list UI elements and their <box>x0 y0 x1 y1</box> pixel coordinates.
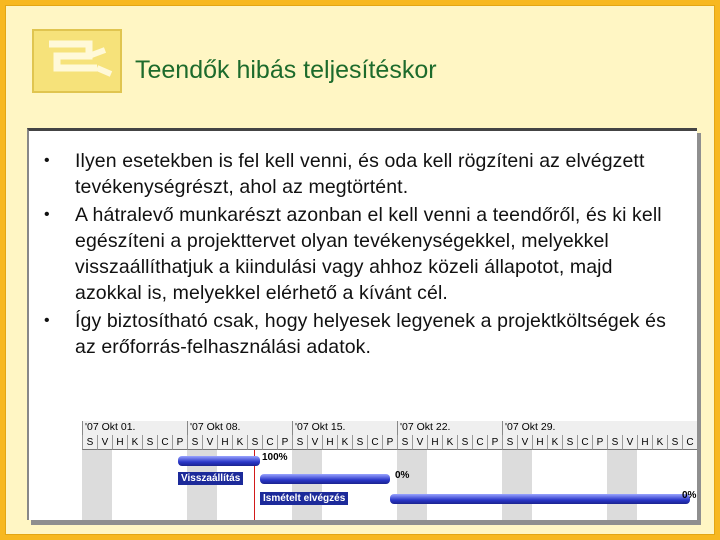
weekend-shade <box>82 450 97 520</box>
weekend-shade <box>412 450 427 520</box>
day-letter: V <box>202 435 217 450</box>
task-percent: 0% <box>682 490 697 501</box>
day-letter: S <box>397 435 412 450</box>
day-letter: S <box>502 435 517 450</box>
day-letter: H <box>112 435 127 450</box>
task-bar-redo <box>390 494 690 504</box>
day-letter: C <box>577 435 592 450</box>
day-letter: V <box>517 435 532 450</box>
weekend-shade <box>517 450 532 520</box>
task-label: Ismételt elvégzés <box>260 492 348 505</box>
bullet-text: Így biztosítható csak, hogy helyesek legyenek a projektköltségek és az erőforrás-felhasználási adatok. <box>75 310 666 358</box>
day-letter: K <box>127 435 142 450</box>
task-bar-restore <box>260 474 390 484</box>
bullet-item <box>29 148 697 200</box>
bullet-dot: • <box>44 152 50 169</box>
week-label: '07 Okt 15. <box>292 421 397 435</box>
day-letter: P <box>487 435 502 450</box>
bullet-item <box>29 202 697 306</box>
day-letter: H <box>322 435 337 450</box>
arrows-logo-icon <box>27 22 127 100</box>
day-letter: K <box>232 435 247 450</box>
gantt-chart <box>82 421 697 520</box>
bullet-text: A hátralevő munkarészt azonban el kell venni a teendőről, és ki kell egészíteni a projekttervet olyan tevékenységekkel, melyekkel visszaállíthatjuk a kiindulási vagy ahhoz közeli állapotot, majd azokkal is, melyekkel elérhető a kívánt cél. <box>75 204 662 304</box>
day-letter: P <box>172 435 187 450</box>
day-letter: S <box>247 435 262 450</box>
day-letter: C <box>682 435 697 450</box>
day-letter: C <box>472 435 487 450</box>
day-letter: P <box>592 435 607 450</box>
bullet-dot: • <box>44 312 50 329</box>
day-letter: P <box>382 435 397 450</box>
gantt-week-header <box>82 421 697 435</box>
day-letter: H <box>427 435 442 450</box>
day-letter: S <box>457 435 472 450</box>
bullet-item <box>29 308 697 360</box>
weekend-shade <box>97 450 112 520</box>
day-letter: C <box>262 435 277 450</box>
day-letter: V <box>412 435 427 450</box>
week-label: '07 Okt 01. <box>82 421 187 435</box>
day-letter: S <box>292 435 307 450</box>
weekend-shade <box>622 450 637 520</box>
day-letter: S <box>562 435 577 450</box>
week-label: '07 Okt 08. <box>187 421 292 435</box>
day-letter: S <box>667 435 682 450</box>
weekend-shade <box>397 450 412 520</box>
task-bar-done <box>178 456 260 466</box>
day-letter: H <box>637 435 652 450</box>
gantt-grid <box>82 450 697 520</box>
task-percent: 100% <box>262 452 288 463</box>
day-letter: K <box>442 435 457 450</box>
weekend-shade <box>307 450 322 520</box>
day-letter: V <box>307 435 322 450</box>
gantt-day-header <box>82 435 697 450</box>
day-letter: H <box>217 435 232 450</box>
task-percent: 0% <box>395 470 410 481</box>
bullet-dot: • <box>44 206 50 223</box>
week-label: '07 Okt 22. <box>397 421 502 435</box>
slide <box>5 5 715 535</box>
bullet-text: Ilyen esetekben is fel kell venni, és oda kell rögzíteni az elvégzett tevékenységrészt, ahol az megtörtént. <box>75 150 645 198</box>
day-letter: C <box>367 435 382 450</box>
day-letter: S <box>142 435 157 450</box>
day-letter: P <box>277 435 292 450</box>
day-letter: V <box>97 435 112 450</box>
day-letter: K <box>547 435 562 450</box>
weekend-shade <box>292 450 307 520</box>
task-label: Visszaállítás <box>178 472 243 485</box>
day-letter: K <box>337 435 352 450</box>
bullet-list <box>29 148 697 362</box>
day-letter: S <box>352 435 367 450</box>
weekend-shade <box>502 450 517 520</box>
content-box <box>27 128 697 520</box>
day-letter: H <box>532 435 547 450</box>
day-letter: S <box>82 435 97 450</box>
day-letter: V <box>622 435 637 450</box>
week-label: '07 Okt 29. <box>502 421 697 435</box>
day-letter: S <box>607 435 622 450</box>
day-letter: S <box>187 435 202 450</box>
day-letter: K <box>652 435 667 450</box>
day-letter: C <box>157 435 172 450</box>
slide-title: Teendők hibás teljesítéskor <box>135 56 437 84</box>
weekend-shade <box>607 450 622 520</box>
